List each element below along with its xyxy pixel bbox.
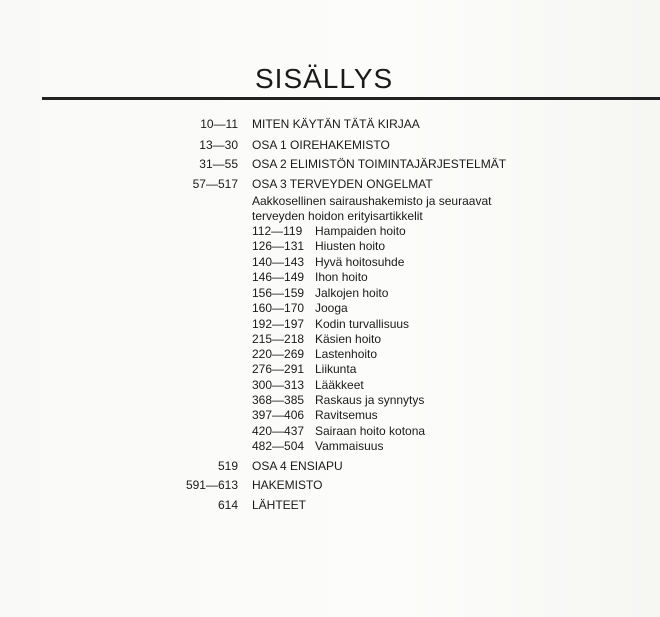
- toc-entry-pages: 614: [217, 498, 238, 512]
- toc-subentry-pages: 192—197: [252, 317, 305, 331]
- toc-entry-pages: 31—55: [199, 157, 238, 171]
- toc-subentry-label: Ravitsemus: [315, 408, 378, 422]
- toc-subentry-pages: 368—385: [252, 393, 305, 407]
- toc-subentry-pages: 397—406: [252, 408, 305, 422]
- toc-subentry-label: Ihon hoito: [315, 270, 368, 284]
- toc-subentry-label: Käsien hoito: [315, 332, 382, 346]
- page-title: SISÄLLYS: [255, 63, 394, 94]
- toc-subentry-pages: 156—159: [252, 286, 305, 300]
- toc-subentry-label: Hyvä hoitosuhde: [315, 255, 405, 269]
- toc-subentry-pages: 420—437: [252, 424, 305, 438]
- toc-subentry-label: Lääkkeet: [315, 378, 364, 392]
- toc-subentry-label: Hiusten hoito: [315, 239, 386, 253]
- toc-subentry-label: Hampaiden hoito: [315, 224, 406, 238]
- toc-subentry-label: Jooga: [315, 301, 348, 315]
- toc-entry-pages: 519: [217, 459, 238, 473]
- toc-entry-pages: 13—30: [199, 138, 238, 152]
- toc-subentry-pages: 146—149: [252, 270, 305, 284]
- toc-subentry-pages: 482—504: [252, 439, 305, 453]
- toc-entry-pages: 10—11: [200, 117, 238, 131]
- toc-subentry-label: Jalkojen hoito: [315, 286, 389, 300]
- toc-subentry-pages: 140—143: [252, 255, 305, 269]
- toc-entry-label: OSA 1 OIREHAKEMISTO: [252, 138, 390, 152]
- toc-subentry-pages: 112—119: [252, 224, 303, 238]
- toc-entry-label: OSA 2 ELIMISTÖN TOIMINTAJÄRJESTELMÄT: [252, 157, 507, 171]
- toc-subentry-pages: 215—218: [252, 332, 305, 346]
- toc-subentry-pages: 220—269: [252, 347, 305, 361]
- toc-entry-label: MITEN KÄYTÄN TÄTÄ KIRJAA: [252, 117, 420, 131]
- toc-subentry-label: Kodin turvallisuus: [315, 317, 410, 331]
- toc-subentry-pages: 300—313: [252, 378, 305, 392]
- part3-description-line: Aakkosellinen sairaushakemisto ja seuraavat: [252, 194, 492, 208]
- toc-entry-pages: 591—613: [185, 478, 238, 492]
- toc-subentry-pages: 160—170: [252, 301, 305, 315]
- toc-entry-label: OSA 3 TERVEYDEN ONGELMAT: [252, 177, 433, 191]
- toc-entry-label: OSA 4 ENSIAPU: [252, 459, 343, 473]
- toc-subentry-pages: 126—131: [252, 239, 305, 253]
- toc-subentry-label: Lastenhoito: [315, 347, 378, 361]
- toc-entry-label: HAKEMISTO: [252, 478, 323, 492]
- part3-description-line: terveyden hoidon erityisartikkelit: [252, 209, 423, 223]
- toc-entry-label: LÄHTEET: [252, 498, 307, 512]
- toc-subentry-label: Vammaisuus: [315, 439, 384, 453]
- toc-subentry-label: Liikunta: [315, 362, 357, 376]
- toc-entry-pages: 57—517: [192, 177, 238, 191]
- toc-subentry-pages: 276—291: [252, 362, 305, 376]
- toc-subentry-label: Raskaus ja synnytys: [315, 393, 425, 407]
- toc-subentry-label: Sairaan hoito kotona: [315, 424, 426, 438]
